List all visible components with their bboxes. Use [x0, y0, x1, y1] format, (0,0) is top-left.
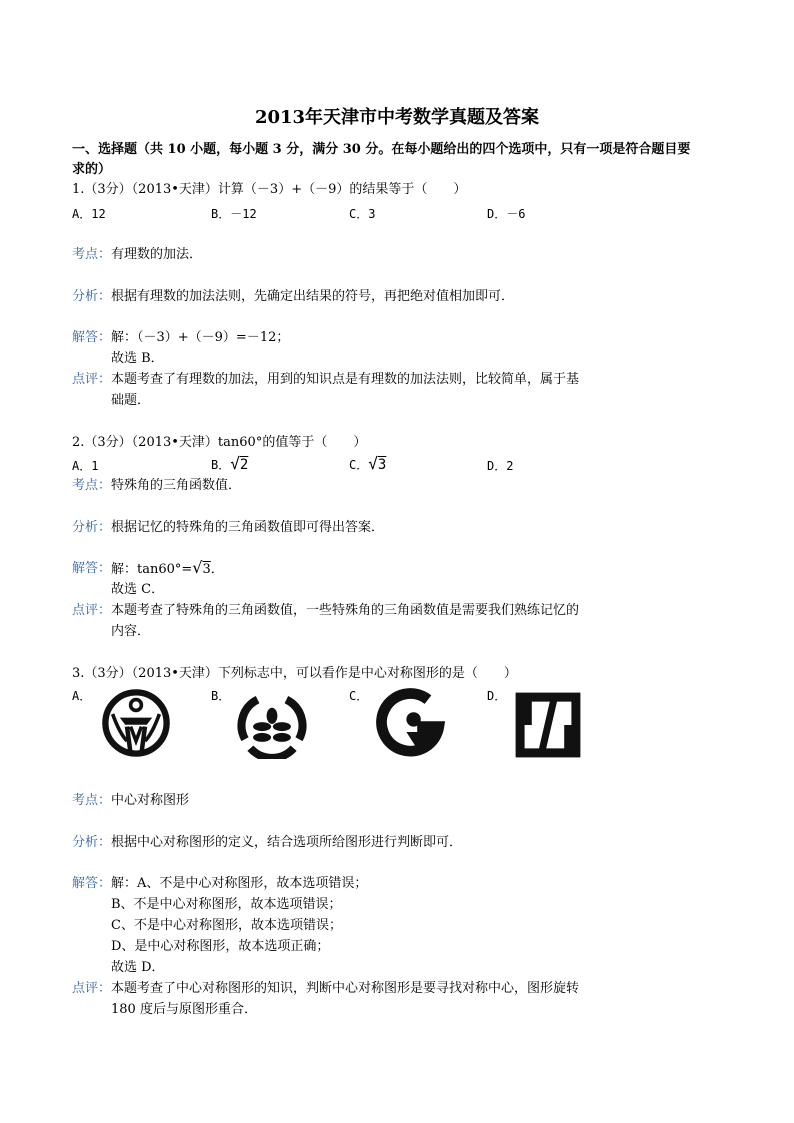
page-title: 2013年天津市中考数学真题及答案	[254, 107, 540, 128]
q3-kaodian: 中心对称图形	[111, 793, 190, 808]
q1-dianping-line1: 本题考查了有理数的加法，用到的知识点是有理数的加法法则，比较简单，属于基	[111, 372, 580, 387]
q1-option-d: D．－6	[487, 207, 526, 221]
q1-jieda-label: 解答：	[72, 330, 112, 345]
section-heading-line1: 一、选择题（共 10 小题，每小题 3 分，满分 30 分。在每小题给出的四个选项中，只有一项是符合题目要	[72, 142, 691, 157]
sqrt-symbol: √	[230, 454, 240, 473]
q2-option-a: A．1	[72, 459, 99, 473]
q2-option-b	[211, 455, 248, 474]
q3-option-d-label: D．	[487, 689, 507, 703]
q2-jieda-line1	[111, 559, 224, 579]
q3-jieda-line4: D、是中心对称图形，故本选项正确；	[111, 939, 330, 954]
q2-kaodian-label: 考点：	[72, 478, 112, 493]
q2-option-c-value: 3	[377, 457, 387, 473]
q2-option-c	[349, 455, 386, 474]
section-heading-line2: 求的）	[72, 162, 112, 177]
q3-stem: 3.（3分）（2013•天津）下列标志中，可以看作是中心对称图形的是（ ）	[72, 666, 517, 681]
q2-jieda-value: 3	[202, 562, 211, 577]
q3-jieda-line2: B、不是中心对称图形，故本选项错误；	[111, 897, 342, 912]
q1-jieda-line2: 故选 B．	[111, 351, 164, 366]
q1-option-c: C．3	[349, 207, 376, 221]
q3-option-b-label: B．	[211, 689, 231, 703]
q2-jieda-post: ．	[210, 562, 224, 577]
q2-kaodian: 特殊角的三角函数值．	[111, 478, 242, 493]
q2-dianping-line1: 本题考查了特殊角的三角函数值，一些特殊角的三角函数值是需要我们熟练记忆的	[111, 603, 580, 618]
q1-jieda-line1: 解：（－3）+（－9）=－12；	[111, 330, 290, 345]
sqrt-symbol: √	[368, 454, 378, 473]
q3-dianping-line1: 本题考查了中心对称图形的知识，判断中心对称图形是要寻找对称中心，图形旋转	[111, 981, 580, 996]
logo-d-icon	[512, 689, 584, 761]
q1-option-a: A．12	[72, 207, 106, 221]
q2-dianping-line2: 内容．	[111, 624, 151, 639]
q3-kaodian-label: 考点：	[72, 793, 112, 808]
q3-jieda-line5: 故选 D．	[111, 960, 165, 975]
q1-dianping-label: 点评：	[72, 372, 112, 387]
logo-c-icon	[374, 687, 446, 759]
q1-fenxi: 根据有理数的加法法则，先确定出结果的符号，再把绝对值相加即可．	[111, 289, 515, 304]
q2-option-b-label: B．	[211, 458, 231, 472]
q1-stem: 1.（3分）（2013•天津）计算（－3）+（－9）的结果等于（ ）	[72, 182, 467, 197]
q2-option-d: D．2	[487, 459, 514, 473]
q3-fenxi-label: 分析：	[72, 835, 112, 850]
q1-dianping-line2: 础题．	[111, 393, 151, 408]
q1-kaodian: 有理数的加法．	[111, 247, 203, 262]
q3-option-a-label: A．	[72, 689, 92, 703]
sqrt-symbol: √	[192, 558, 203, 577]
q3-jieda-label: 解答：	[72, 876, 112, 891]
q2-option-b-value: 2	[239, 457, 249, 473]
q3-fenxi: 根据中心对称图形的定义，结合选项所给图形进行判断即可．	[111, 835, 463, 850]
logo-b-icon	[236, 687, 308, 759]
q3-jieda-line3: C、不是中心对称图形，故本选项错误；	[111, 918, 342, 933]
q3-dianping-label: 点评：	[72, 981, 112, 996]
q3-option-c-label: C．	[349, 689, 369, 703]
q3-jieda-line1: 解：A、不是中心对称图形，故本选项错误；	[111, 876, 368, 891]
q2-jieda-label: 解答：	[72, 561, 112, 576]
q2-stem: 2.（3分）（2013•天津）tan60°的值等于（ ）	[72, 435, 367, 450]
q2-fenxi: 根据记忆的特殊角的三角函数值即可得出答案．	[111, 520, 385, 535]
q1-kaodian-label: 考点：	[72, 247, 112, 262]
q3-dianping-line2: 180 度后与原图形重合．	[111, 1002, 257, 1017]
q1-fenxi-label: 分析：	[72, 289, 112, 304]
q2-jieda-line2: 故选 C．	[111, 582, 165, 597]
q2-option-c-label: C．	[349, 458, 369, 472]
q2-dianping-label: 点评：	[72, 603, 112, 618]
logo-a-icon	[100, 687, 172, 759]
q1-option-b: B．－12	[211, 207, 257, 221]
q2-fenxi-label: 分析：	[72, 520, 112, 535]
q2-jieda-pre: 解：tan60°=	[111, 562, 193, 577]
